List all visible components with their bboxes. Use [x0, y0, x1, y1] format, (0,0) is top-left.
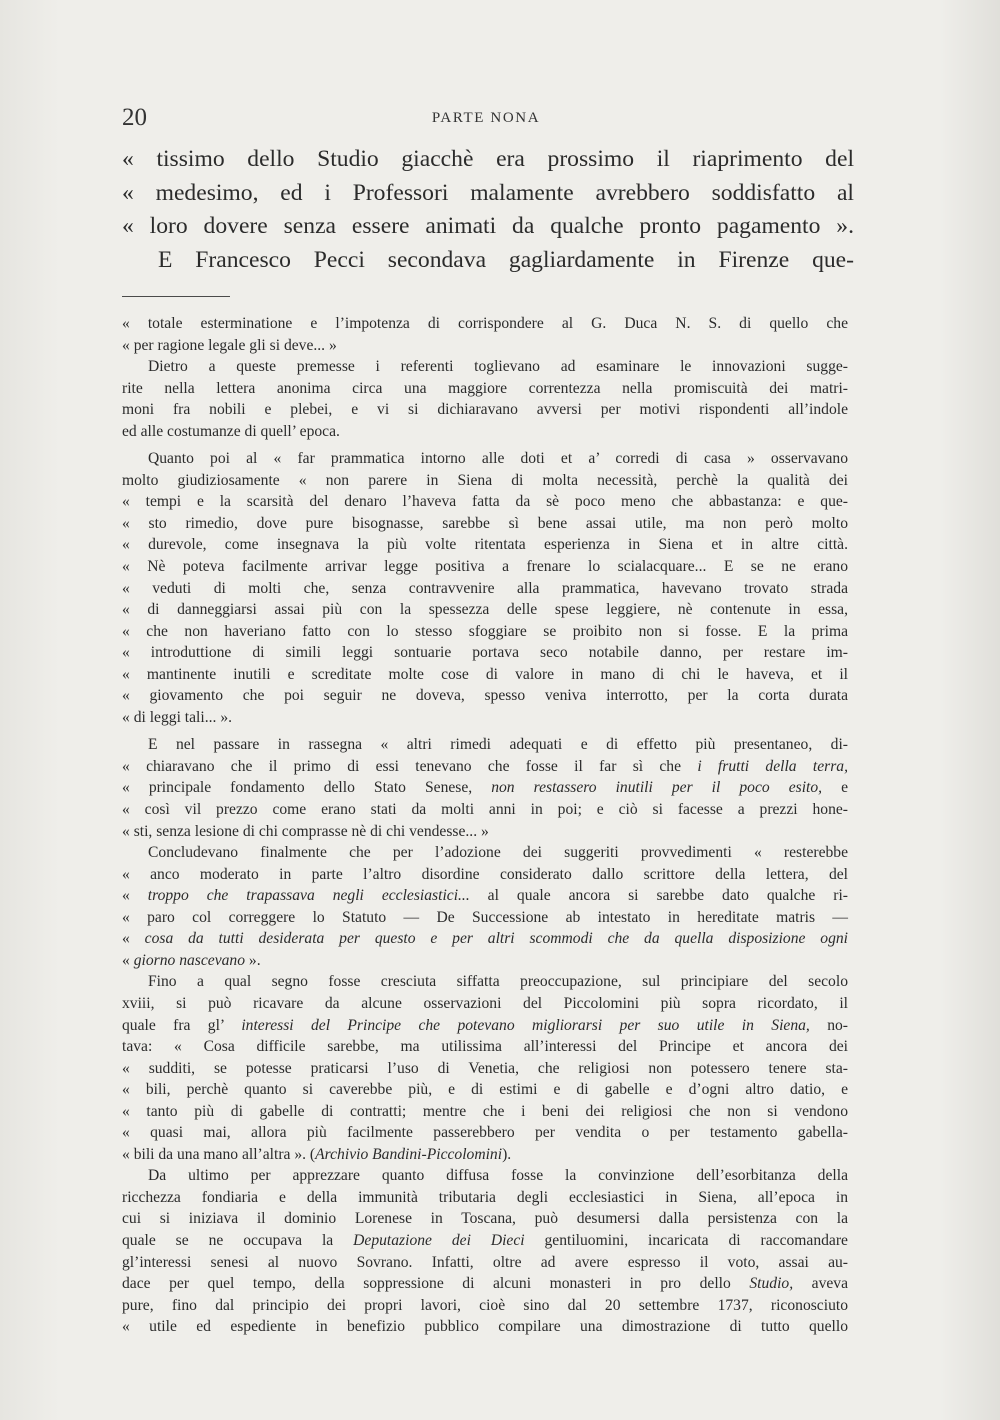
footnote-line: « sti, senza lesione di chi comprasse nè di chi vendesse... »	[122, 822, 489, 840]
main-text-line: « loro dovere senza essere animati da qualche pronto pagamento ».	[122, 213, 854, 239]
footnote-line: « bili, perchè quanto si caverebbe più, e di estimi e di gabelle e d’ogni altro datio, e	[122, 1081, 848, 1099]
footnote-line: « per ragione legale gli si deve... »	[122, 336, 337, 354]
italic-run: cosa da tutti desiderata per questo e per altri scommodi che da quella disposizione ogni	[144, 930, 849, 948]
footnote-line: rite nella lettera anonima circa una maggiore correntezza nella promiscuità dei matri-	[122, 379, 848, 397]
footnote-line: ed alle costumanze di quell’ epoca.	[122, 422, 340, 440]
footnote-line: « durevole, come insegnava la più volte ritentata esperienza in Siena et in altre città.	[122, 536, 848, 554]
main-text-block	[122, 143, 854, 277]
text-run: « chiaravano che il primo di essi tenevano che fosse il far sì che	[122, 757, 698, 775]
footnote-line: « introduttione di simili leggi sontuarie portava seco notabile danno, per restare im-	[122, 644, 848, 662]
italic-run: i frutti della terra,	[697, 757, 848, 775]
footnote-line	[122, 950, 848, 972]
footnote-separator	[122, 296, 230, 297]
footnote-line	[122, 1015, 848, 1037]
footnote-line: « sto rimedio, dove pure bisognasse, sarebbe sì bene assai utile, ma non però molto	[122, 514, 848, 532]
footnote-line	[122, 928, 848, 950]
footnote-line: Fino a qual segno fosse cresciuta siffatta preoccupazione, sul principiare del secolo	[148, 973, 848, 991]
italic-run: interessi del Principe che potevano migliorarsi per suo utile in Siena,	[241, 1016, 810, 1034]
footnote-line	[122, 885, 848, 907]
text-run: gentiluomini, incaricata di raccomandare	[524, 1231, 848, 1249]
footnote-line: « utile ed espediente in benefizio pubblico compilare una dimostrazione di tutto quello	[122, 1318, 848, 1336]
footnote-line: « sudditi, se potesse praticarsi l’uso di Venetia, che religiosi non potessero tenere sta-	[122, 1059, 848, 1077]
italic-run: Deputazione dei Dieci	[353, 1231, 525, 1249]
footnote-line: molto giudiziosamente « non parere in Siena di molta necessità, perchè la qualità dei	[122, 471, 848, 489]
text-run: ).	[502, 1145, 512, 1163]
footnote-line: « anco moderato in parte l’altro disordine considerato dallo scrittore della lettera, del	[122, 865, 848, 883]
footnote-line: « tempi e la scarsità del denaro l’haveva fatta da sè poco meno che abbastanza: e que-	[122, 493, 848, 511]
text-run: «	[122, 930, 145, 948]
text-run: «	[122, 887, 148, 905]
footnote-line: « di danneggiarsi assai più con la spessezza delle spese leggiere, nè contenute in essa,	[122, 601, 848, 619]
footnote-line: « paro col correggere lo Statuto — De Successione ab intestato in hereditate matris —	[122, 908, 848, 926]
text-run: ».	[245, 951, 261, 969]
text-run: « bili da una mano all’altra ». (	[122, 1145, 316, 1163]
footnote-line: « veduti di molti che, senza contravvenire alla prammatica, havevano trovato strada	[122, 579, 848, 597]
footnote-line	[122, 777, 848, 799]
text-run: dace per quel tempo, della soppressione di alcuni monasteri in pro dello	[122, 1275, 750, 1293]
footnote-line: « quasi mai, allora più facilmente passerebbero per vendita o per testamento gabella-	[122, 1124, 848, 1142]
text-run: « principale fondamento dello Stato Senese,	[122, 779, 492, 797]
text-run: quale se ne occupava la	[122, 1231, 354, 1249]
footnote-line: Dietro a queste premesse i referenti toglievano ad esaminare le innovazioni sugge-	[148, 358, 848, 376]
footnote-line: gl’interessi senesi al nuovo Sovrano. Infatti, oltre ad avere espresso il voto, assai au-	[122, 1253, 848, 1271]
footnote-line	[122, 756, 848, 778]
footnote-line: « di leggi tali... ».	[122, 708, 233, 726]
footnote-line: « Nè poteva facilmente arrivar legge positiva a frenare lo scialacquare... E se ne erano	[122, 558, 848, 576]
text-run: aveva	[793, 1275, 849, 1293]
italic-run: Studio,	[749, 1275, 794, 1293]
text-run: no-	[809, 1016, 848, 1034]
footnote-line: cui si iniziava il dominio Lorenese in Toscana, può desumersi dalla persistenza con la	[122, 1210, 848, 1228]
text-run: quale fra gl’	[122, 1016, 242, 1034]
text-run: e	[822, 779, 849, 797]
footnote-line: ricchezza fondiaria e della immunità tributaria degli ecclesiastici in Siena, all’epoca in	[122, 1188, 848, 1206]
footnote-line: Da ultimo per apprezzare quanto diffusa fosse la convinzione dell’esorbitanza della	[148, 1167, 848, 1185]
main-text-line: « tissimo dello Studio giacchè era prossimo il riaprimento del	[122, 146, 854, 172]
italic-run: Archivio Bandini-Piccolomini	[315, 1145, 503, 1163]
footnote-line	[122, 1144, 848, 1166]
footnote-line: moni fra nobili e plebei, e vi si dichiaravano avversi per motivi rispondenti all’indole	[122, 401, 848, 419]
text-run: al quale ancora si sarebbe dato qualche ri-	[469, 887, 848, 905]
page-header	[122, 104, 850, 132]
page-number: 20	[122, 104, 147, 131]
main-text-line: E Francesco Pecci secondava gagliardamente in Firenze que-	[158, 246, 854, 273]
running-head: PARTE NONA	[431, 110, 541, 126]
footnote-line: E nel passare in rassegna « altri rimedi adequati e di effetto più presentaneo, di-	[148, 736, 848, 754]
footnote-line: « totale esterminatione e l’impotenza di corrispondere al G. Duca N. S. di quello che	[122, 315, 848, 332]
footnote-line: tava: « Cosa difficile sarebbe, ma utilissima all’interessi del Principe et ancora dei	[122, 1038, 848, 1056]
footnote-line: « mantinente inutili e screditate molte cose di valore in mano di chi le haveva, et il	[122, 665, 848, 683]
footnote-line: xviii, si può ricavare da alcune osservazioni del Piccolomini più sopra ricordato, il	[122, 994, 848, 1012]
footnote-block	[122, 313, 848, 1338]
footnote-line: « così vil prezzo come erano stati da molti anni in poi; e ciò si facesse a prezzi hone-	[122, 801, 848, 819]
italic-run: non restassero inutili per il poco esito,	[491, 779, 823, 797]
footnote-line: pure, fino dal principio dei propri lavori, cioè sino dal 20 settembre 1737, riconosciuto	[122, 1296, 848, 1314]
main-text-line: « medesimo, ed i Professori malamente avrebbero soddisfatto al	[122, 179, 854, 206]
italic-run: giorno nascevano	[133, 951, 246, 969]
footnote-line	[122, 1273, 848, 1295]
footnote-line: Concludevano finalmente che per l’adozione dei suggeriti provvedimenti « resterebbe	[148, 844, 848, 862]
footnote-line	[122, 1230, 848, 1252]
footnote-line: « tanto più di gabelle di contratti; mentre che i beni dei religiosi che non si vendono	[122, 1102, 848, 1120]
italic-run: troppo che trapassava negli ecclesiastici...	[147, 887, 470, 905]
footnote-line: « giovamento che poi seguir ne doveva, spesso veniva interrotto, per la corta durata	[122, 687, 848, 705]
footnote-line: « che non haveriano fatto con lo stesso sfoggiare se proibito non si fosse. E la prima	[122, 622, 848, 640]
text-run: «	[122, 951, 134, 969]
footnote-line: Quanto poi al « far prammatica intorno alle doti et a’ corredi di casa » osservavano	[148, 450, 848, 468]
